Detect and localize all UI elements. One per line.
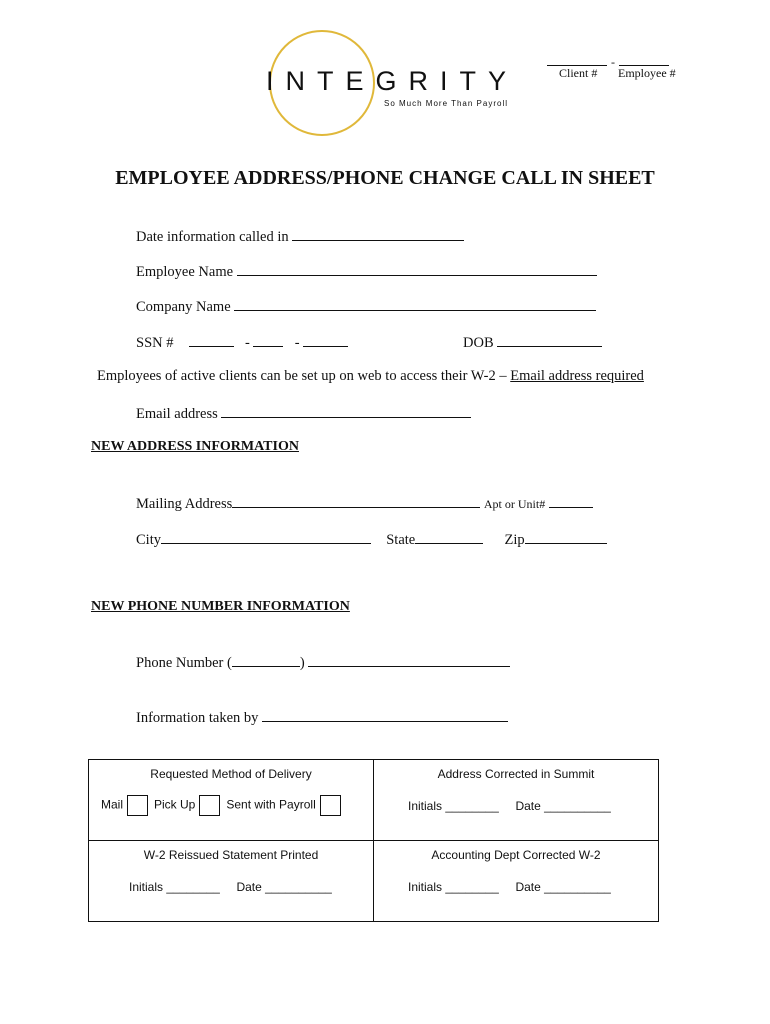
w2-reissued-cell: W-2 Reissued Statement Printed Initials ________ Date __________	[89, 841, 374, 922]
company-name-line[interactable]	[234, 296, 596, 311]
company-name-field: Company Name	[136, 296, 596, 316]
dob-field: DOB	[463, 332, 602, 352]
phone-number-field: Phone Number ( )	[136, 652, 510, 672]
web-note: Employees of active clients can be set up on web to access their W-2 – Email address required	[97, 368, 644, 384]
page-title: EMPLOYEE ADDRESS/PHONE CHANGE CALL IN SHEET	[115, 167, 655, 189]
employee-number-line[interactable]	[619, 51, 669, 66]
accounting-corrected-initials[interactable]: Initials ________	[408, 880, 499, 894]
employee-name-line[interactable]	[237, 261, 597, 276]
mailing-address-field: Mailing Address Apt or Unit#	[136, 493, 593, 513]
delivery-method-cell: Requested Method of Delivery Mail Pick Up Sent with Payroll	[89, 760, 374, 841]
taken-by-field: Information taken by	[136, 707, 508, 727]
email-required-note: Email address required	[510, 368, 644, 384]
employee-label: Employee #	[618, 66, 676, 80]
w2-reissued-date[interactable]: Date __________	[236, 880, 332, 894]
phone-number-line[interactable]	[308, 652, 510, 667]
zip-line[interactable]	[525, 529, 607, 544]
apt-unit-line[interactable]	[549, 493, 593, 508]
city-line[interactable]	[161, 529, 371, 544]
address-corrected-initials[interactable]: Initials ________	[408, 799, 499, 813]
logo-name: INTEGRITY	[266, 66, 519, 96]
delivery-options: Mail Pick Up Sent with Payroll	[89, 795, 373, 816]
client-number-line[interactable]	[547, 51, 607, 66]
ssn-part2-line[interactable]	[253, 332, 283, 347]
date-called-field: Date information called in	[136, 226, 464, 246]
client-label: Client #	[559, 66, 598, 80]
mailing-address-line[interactable]	[232, 493, 480, 508]
logo-tagline: So Much More Than Payroll	[384, 99, 509, 108]
address-corrected-cell: Address Corrected in Summit Initials ________ Date __________	[374, 760, 659, 841]
employee-name-field: Employee Name	[136, 261, 597, 281]
email-field: Email address	[136, 403, 471, 423]
taken-by-line[interactable]	[262, 707, 508, 722]
sent-with-payroll-checkbox[interactable]	[320, 795, 341, 816]
accounting-corrected-date[interactable]: Date __________	[515, 880, 611, 894]
dob-line[interactable]	[497, 332, 602, 347]
phone-section-heading: NEW PHONE NUMBER INFORMATION	[91, 599, 350, 614]
address-section-heading: NEW ADDRESS INFORMATION	[91, 439, 299, 454]
pickup-checkbox[interactable]	[199, 795, 220, 816]
email-line[interactable]	[221, 403, 471, 418]
address-corrected-date[interactable]: Date __________	[515, 799, 611, 813]
accounting-corrected-cell: Accounting Dept Corrected W-2 Initials ________ Date __________	[374, 841, 659, 922]
city-state-zip-field: City State Zip	[136, 529, 607, 549]
w2-reissued-initials[interactable]: Initials ________	[129, 880, 220, 894]
ssn-field: SSN # - -	[136, 332, 348, 352]
company-logo	[262, 28, 519, 138]
state-line[interactable]	[415, 529, 483, 544]
ssn-part1-line[interactable]	[189, 332, 234, 347]
client-employee-field: -	[547, 51, 677, 71]
date-called-line[interactable]	[292, 226, 464, 241]
delivery-table	[88, 759, 659, 922]
area-code-line[interactable]	[232, 652, 300, 667]
ssn-part3-line[interactable]	[303, 332, 348, 347]
mail-checkbox[interactable]	[127, 795, 148, 816]
